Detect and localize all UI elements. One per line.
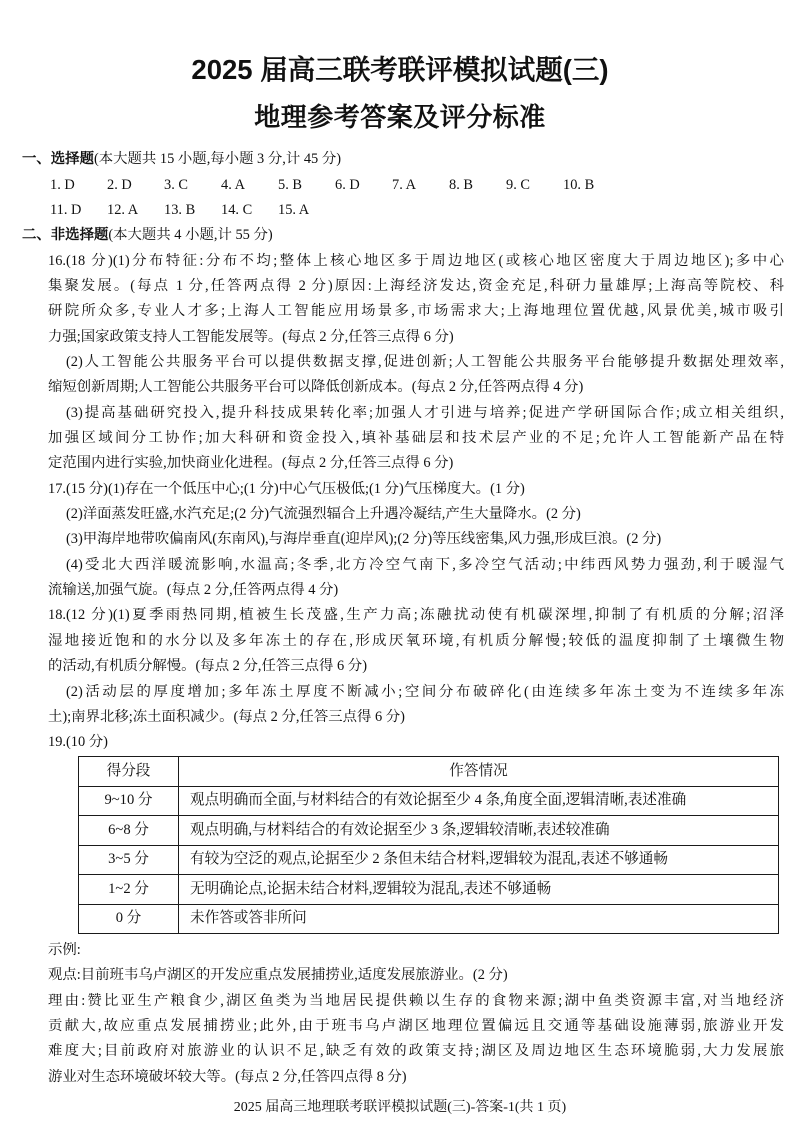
score-range-cell: 3~5 分 [79,845,179,875]
section-note: (本大题共 4 小题,计 55 分) [108,227,273,244]
answer-item: 15. A [278,201,310,218]
q18-line: (2)活动层的厚度增加;多年冻土厚度不断减小;空间分布破碎化(由连续多年冻土变为不连续多年冻 [66,683,784,700]
criteria-cell: 观点明确而全面,与材料结合的有效论据至少 4 条,角度全面,逻辑清晰,表述准确 [179,786,779,816]
table-row [79,875,779,905]
table-header-cell: 作答情况 [179,757,779,787]
answer-item: 9. C [506,176,530,193]
section-label: 一、选择题 [22,151,94,168]
answer-item: 11. D [50,201,82,218]
answer-item: 6. D [335,176,360,193]
q16-line: (3)提高基础研究投入,提升科技成果转化率;加强人才引进与培养;促进产学研国际合作;成立相关组织, [66,404,784,421]
answer-item: 2. D [107,176,132,193]
score-range-cell: 6~8 分 [79,816,179,846]
answer-row [50,198,750,223]
answer-item: 5. B [278,176,302,193]
question-19-heading: 19.(10 分) [48,734,108,751]
example-line: 游业对生态环境破坏较大等。(每点 2 分,任答四点得 8 分) [48,1068,407,1085]
table-header-cell: 得分段 [79,757,179,787]
question-17 [0,477,800,604]
q17-line: 流输送,加强气旋。(每点 2 分,任答两点得 4 分) [48,582,339,599]
q16-line: 定范围内进行实验,加快商业化进程。(每点 2 分,任答三点得 6 分) [48,455,454,472]
document-title: 2025 届高三联考联评模拟试题(三) [191,54,609,85]
answer-item: 12. A [107,201,139,218]
q16-line: 研院所众多,专业人才多;上海人工智能应用场景多,市场需求大;上海地理位置优越,风景优美,城市吸引 [48,303,784,320]
score-range-cell: 9~10 分 [79,786,179,816]
score-range-cell: 1~2 分 [79,875,179,905]
q17-line: 17.(15 分)(1)存在一个低压中心;(1 分)中心气压极低;(1 分)气压梯度大。(1 分) [48,480,525,497]
example-label: 示例: [48,942,81,958]
score-range-cell: 0 分 [79,904,179,934]
answers-body [0,147,800,755]
scoring-table [78,756,779,934]
q16-line: 缩短创新周期;人工智能公共服务平台可以降低创新成本。(每点 2 分,任答两点得 4 分) [48,379,584,396]
answer-item: 14. C [221,201,253,218]
answer-row [50,173,750,198]
answer-item: 7. A [392,176,416,193]
criteria-cell: 观点明确,与材料结合的有效论据至少 3 条,逻辑较清晰,表述较准确 [179,816,779,846]
q17-line: (3)甲海岸地带吹偏南风(东南风),与海岸垂直(迎岸风);(2 分)等压线密集,风力强,形成巨浪。(2 分) [66,531,662,548]
table-header-row [79,757,779,787]
q17-line: (4)受北大西洋暖流影响,水温高;冬季,北方冷空气南下,多冷空气活动;中纬西风势力强劲,利于暖湿气 [66,556,784,573]
table-row [79,786,779,816]
section-heading-nonchoice [22,223,782,248]
example-line: 理由:赞比亚生产粮食少,湖区鱼类为当地居民提供赖以生存的食物来源;湖中鱼类资源丰富,对当地经济 [48,992,784,1009]
table-row [79,904,779,934]
section-note: (本大题共 15 小题,每小题 3 分,计 45 分) [93,151,341,168]
document-subtitle: 地理参考答案及评分标准 [254,102,546,132]
example-line: 贡献大,故应重点发展捕捞业;此外,由于班韦乌卢湖区地理位置偏远且交通等基础设施薄弱,旅游业开发 [48,1018,784,1035]
criteria-cell: 有较为空泛的观点,论据至少 2 条但未结合材料,逻辑较为混乱,表述不够通畅 [179,845,779,875]
criteria-cell: 无明确论点,论据未结合材料,逻辑较为混乱,表述不够通畅 [179,875,779,905]
example-line: 难度大;目前政府对旅游业的认识不足,缺乏有效的政策支持;湖区及周边地区生态环境脆弱,大力发展旅 [48,1043,784,1060]
q18-line: 的活动,有机质分解慢。(每点 2 分,任答三点得 6 分) [48,658,367,675]
answer-item: 13. B [164,201,196,218]
example-answer [0,938,800,1090]
q18-line: 湿地接近饱和的水分以及多年冻土的存在,形成厌氧环境,有机质分解慢;较低的温度抑制了土壤微生物 [48,632,784,649]
answer-item: 1. D [50,176,75,193]
answer-item: 10. B [563,176,595,193]
section-label: 二、非选择题 [22,227,109,244]
q16-line: (2)人工智能公共服务平台可以提供数据支撑,促进创新;人工智能公共服务平台能够提升数据处理效率, [66,354,784,371]
q17-line: (2)洋面蒸发旺盛,水汽充足;(2 分)气流强烈辐合上升遇冷凝结,产生大量降水。(2 分) [66,506,581,523]
answer-item: 8. B [449,176,473,193]
q16-line: 16.(18 分)(1)分布特征:分布不均;整体上核心地区多于周边地区(或核心地区密度大于周边地区);多中心 [48,252,784,269]
question-18 [0,603,800,730]
question-16 [0,249,800,477]
q18-line: 土);南界北移;冻土面积减少。(每点 2 分,任答三点得 6 分) [48,708,405,725]
page-footer: 2025 届高三地理联考联评模拟试题(三)-答案-1(共 1 页) [233,1100,567,1115]
answer-item: 4. A [221,176,245,193]
q16-line: 力强;国家政策支持人工智能发展等。(每点 2 分,任答三点得 6 分) [48,328,454,345]
table-row [79,845,779,875]
q16-line: 加强区域间分工协作;加大科研和资金投入,填补基础层和技术层产业的不足;允许人工智能新产品在特 [48,430,784,447]
q18-line: 18.(12 分)(1)夏季雨热同期,植被生长茂盛,生产力高;冻融扰动使有机碳深埋,抑制了有机质的分解;沼泽 [48,607,784,624]
q16-line: 集聚发展。(每点 1 分,任答两点得 2 分)原因:上海经济发达,资金充足,科研力量雄厚;上海高等院校、科 [48,278,784,295]
section-heading-choice [22,147,782,172]
answer-item: 3. C [164,176,188,193]
example-line: 观点:目前班韦乌卢湖区的开发应重点发展捕捞业,适度发展旅游业。(2 分) [48,967,508,984]
criteria-cell: 未作答或答非所问 [179,904,779,934]
table-row [79,816,779,846]
